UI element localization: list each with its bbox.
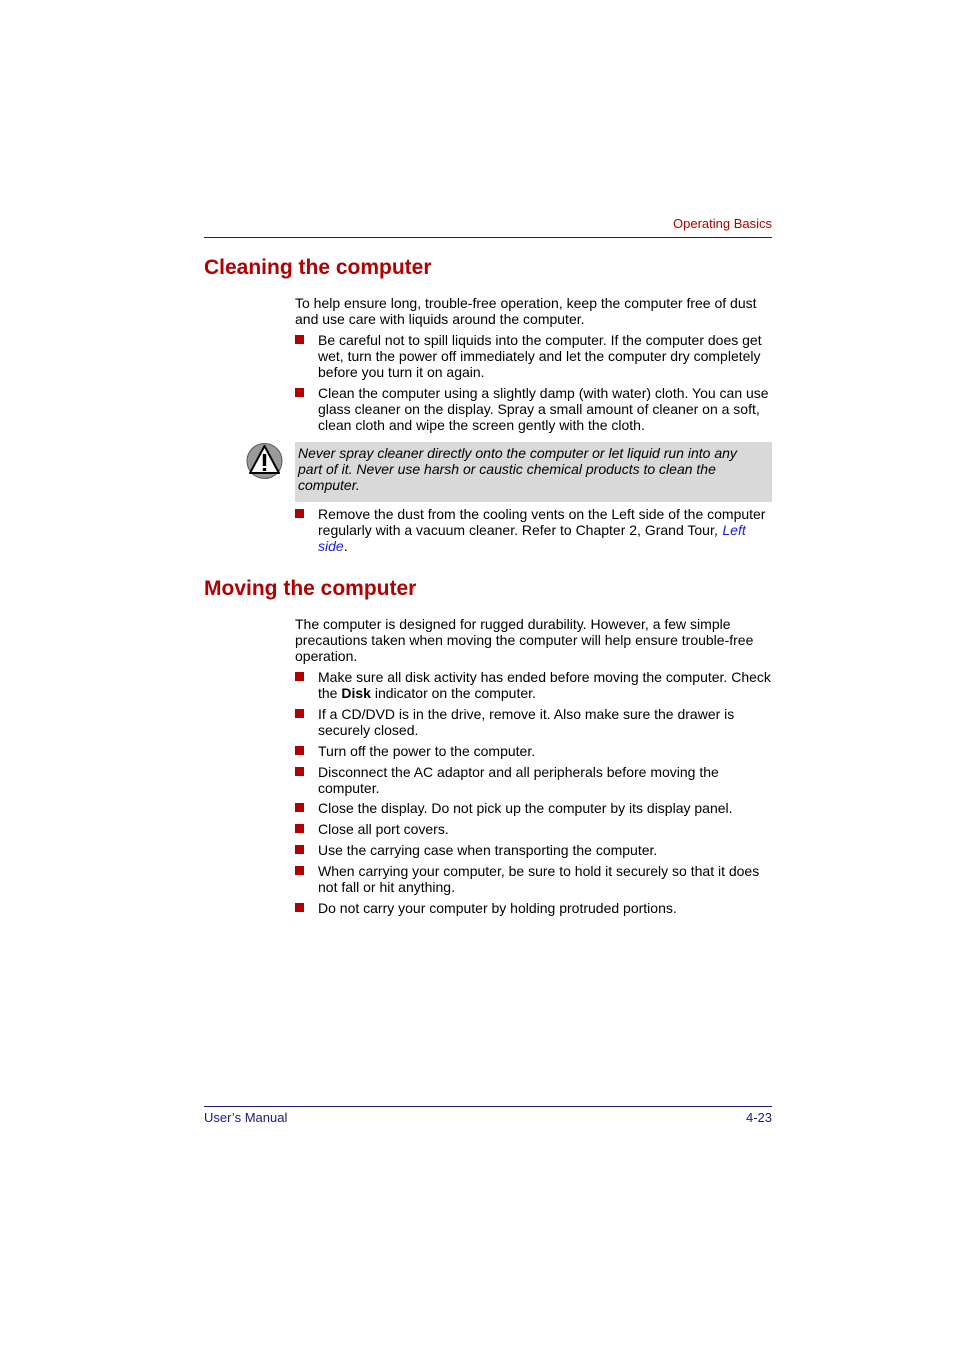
- bullet-square-icon: [295, 388, 304, 397]
- bullet-square-icon: [295, 803, 304, 812]
- cleaning-intro: To help ensure long, trouble-free operation, keep the computer free of dust and use care with liquids around the computer.: [295, 295, 757, 327]
- list-item: Use the carrying case when transporting the computer.: [295, 842, 773, 858]
- bullet-square-icon: [295, 509, 304, 518]
- bullet-square-icon: [295, 767, 304, 776]
- footer-rule: [204, 1106, 772, 1107]
- caution-icon: [246, 442, 283, 480]
- list-item: Close the display. Do not pick up the computer by its display panel.: [295, 800, 773, 816]
- list-item: Do not carry your computer by holding protruded portions.: [295, 900, 773, 916]
- bullet-square-icon: [295, 824, 304, 833]
- page-number: 4-23: [745, 1110, 772, 1125]
- list-item: Clean the computer using a slightly damp (with water) cloth. You can use glass cleaner on the display. Spray a small amount of cleaner on a soft, clean cloth and wipe the screen gently with the cloth.: [295, 385, 773, 433]
- running-header: Operating Basics: [673, 216, 772, 231]
- list-item: Make sure all disk activity has ended before moving the computer. Check the Disk indicator on the computer.: [295, 669, 773, 701]
- list-item: Turn off the power to the computer.: [295, 743, 773, 759]
- left-side-link[interactable]: Left side: [318, 522, 746, 554]
- header-rule: [204, 237, 772, 238]
- bullet-square-icon: [295, 903, 304, 912]
- list-item: Be careful not to spill liquids into the computer. If the computer does get wet, turn the power off immediately and let the computer dry completely before you turn it on again.: [295, 332, 773, 380]
- bullet-square-icon: [295, 746, 304, 755]
- footer-manual: User’s Manual: [204, 1110, 288, 1125]
- bullet-square-icon: [295, 672, 304, 681]
- caution-text: Never spray cleaner directly onto the computer or let liquid run into any part of it. Never use harsh or caustic chemical products to clean the computer.: [298, 445, 737, 493]
- cleaning-heading: Cleaning the computer: [204, 256, 432, 279]
- bullet-square-icon: [295, 866, 304, 875]
- list-item: If a CD/DVD is in the drive, remove it. Also make sure the drawer is securely closed.: [295, 706, 773, 738]
- list-item: Remove the dust from the cooling vents on the Left side of the computer regularly with a vacuum cleaner. Refer to Chapter 2, Grand Tour, Left side.: [295, 506, 773, 554]
- caution-note: [295, 442, 772, 502]
- list-item: Disconnect the AC adaptor and all peripherals before moving the computer.: [295, 764, 773, 796]
- moving-intro: The computer is designed for rugged durability. However, a few simple precautions taken when moving the computer will help ensure trouble-free operation.: [295, 616, 754, 664]
- list-item: Close all port covers.: [295, 821, 773, 837]
- bullet-square-icon: [295, 709, 304, 718]
- moving-heading: Moving the computer: [204, 577, 417, 600]
- bullet-square-icon: [295, 335, 304, 344]
- list-item: When carrying your computer, be sure to hold it securely so that it does not fall or hit anything.: [295, 863, 773, 895]
- bullet-square-icon: [295, 845, 304, 854]
